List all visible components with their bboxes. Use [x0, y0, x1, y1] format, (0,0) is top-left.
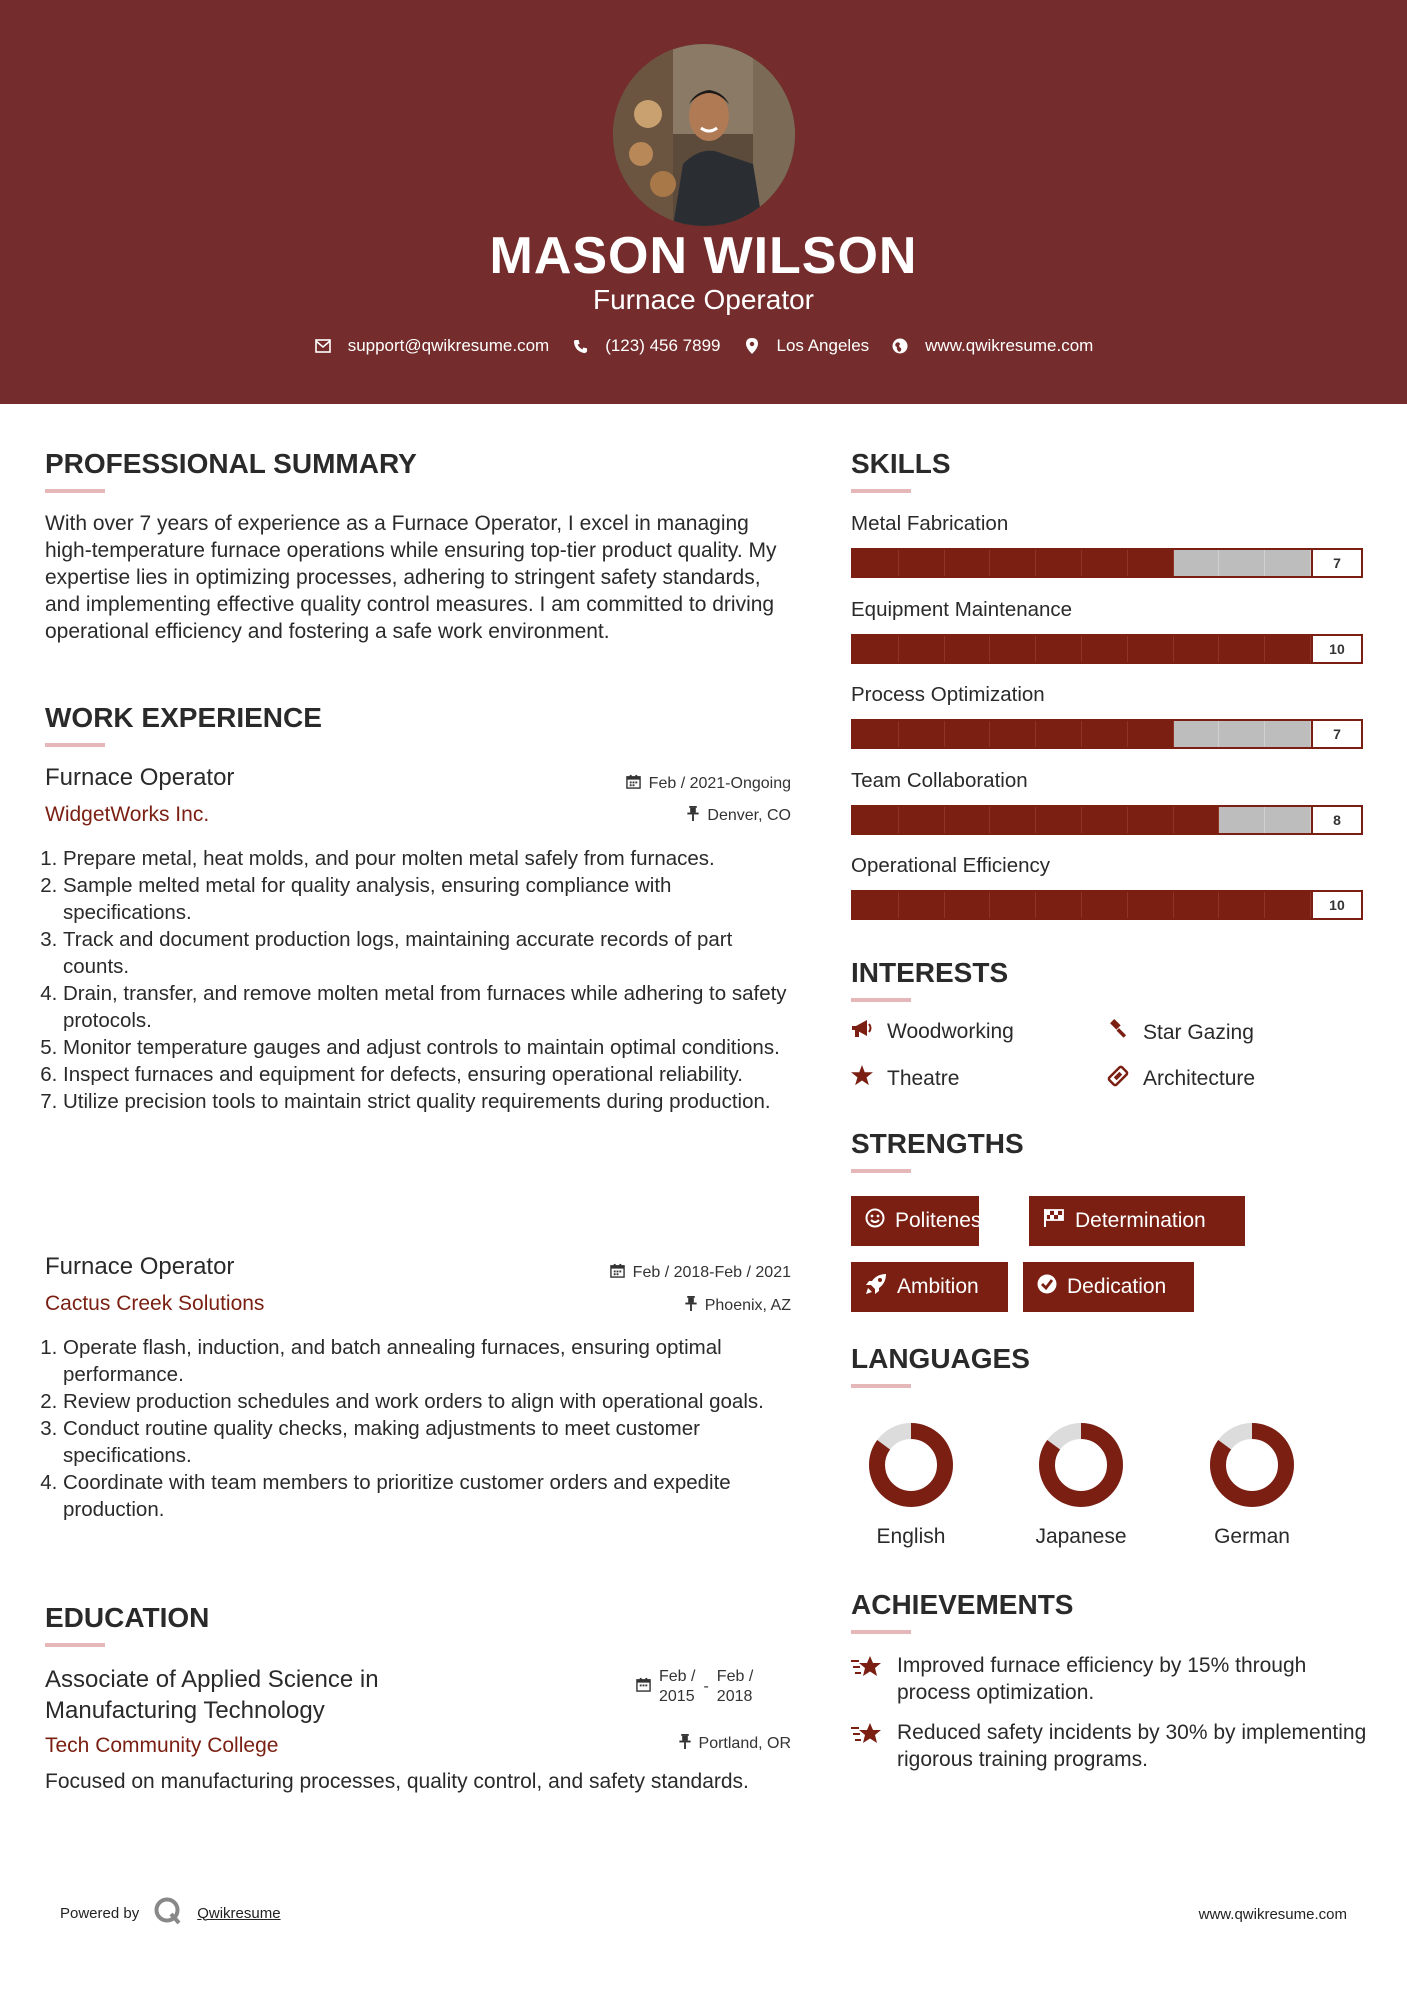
skill-value: 10	[1311, 892, 1361, 918]
skill-bar	[851, 890, 1363, 920]
job-location	[560, 806, 791, 826]
list-item: 3. Conduct routine quality checks, making adjustments to meet customer specifications.	[63, 1415, 797, 1469]
job-location	[560, 1296, 791, 1316]
interest-item	[851, 1019, 1014, 1045]
envelope-icon	[314, 337, 332, 355]
skill-segment	[1082, 721, 1128, 747]
list-item: 5. Monitor temperature gauges and adjust controls to maintain optimal conditions.	[63, 1034, 797, 1061]
date-part: 2015	[659, 1688, 695, 1705]
skill-segment	[1082, 807, 1128, 833]
summary-text: With over 7 years of experience as a Furnace Operator, I excel in managing high-temperature furnace operations while ensuring top-tier product quality. My expertise lies in optimizing processes, adhering to stringent safety standards, and implementing effective quality control measures. I am committed to driving operational efficiency and fostering a safe work environment.	[45, 512, 777, 643]
skill-segment	[945, 636, 991, 662]
language-label: Japanese	[1035, 1525, 1127, 1548]
education-heading: EDUCATION	[45, 1602, 210, 1633]
list-item: 2. Sample melted metal for quality analysis, ensuring compliance with specifications.	[63, 872, 797, 926]
job-location-text: Phoenix, AZ	[704, 1297, 791, 1314]
calendar-icon	[610, 1263, 625, 1283]
skill-segment	[1036, 721, 1082, 747]
skill-segment	[1219, 892, 1265, 918]
website-text[interactable]: www.qwikresume.com	[925, 336, 1094, 355]
skill-segment	[1128, 721, 1174, 747]
skill-segment	[1219, 550, 1265, 576]
phone-text[interactable]: (123) 456 7899	[605, 336, 721, 355]
achievement-text: Improved furnace efficiency by 15% through process optimization.	[897, 1654, 1307, 1704]
date-separator: -	[703, 1678, 709, 1695]
email-text[interactable]: support@qwikresume.com	[347, 336, 550, 355]
skill-segment	[899, 721, 945, 747]
globe-icon	[891, 337, 909, 355]
skill-segment	[1174, 892, 1220, 918]
contact-bar	[0, 336, 1407, 356]
skill-segment	[853, 550, 899, 576]
shooting-star-icon	[851, 1719, 883, 1773]
skill-label: Process Optimization	[851, 683, 1045, 706]
experience-underline	[45, 743, 105, 747]
list-item: 7. Utilize precision tools to maintain strict quality requirements during production.	[63, 1088, 797, 1115]
skill-segment	[899, 807, 945, 833]
skill-segment	[1128, 636, 1174, 662]
list-item: 4. Drain, transfer, and remove molten metal from furnaces while adhering to safety protocols.	[63, 980, 797, 1034]
summary-heading: PROFESSIONAL SUMMARY	[45, 448, 417, 479]
skill-label: Equipment Maintenance	[851, 597, 1073, 621]
skill-segment	[1219, 807, 1265, 833]
languages-heading: LANGUAGES	[851, 1343, 1030, 1374]
list-item: 1. Operate flash, induction, and batch annealing furnaces, ensuring optimal performance.	[63, 1334, 797, 1388]
strength-label: Dedication	[1067, 1275, 1167, 1298]
skill-segment	[1174, 807, 1220, 833]
skill-segment	[1036, 636, 1082, 662]
gavel-icon	[1107, 1019, 1129, 1047]
contact-location	[743, 336, 870, 356]
header-banner	[0, 0, 1407, 404]
interest-label: Star Gazing	[1143, 1021, 1254, 1044]
strength-badge	[851, 1262, 1008, 1312]
smile-icon	[865, 1208, 885, 1234]
skill-segment	[1265, 721, 1311, 747]
interest-label: Theatre	[887, 1066, 960, 1090]
skill-label: Metal Fabrication	[851, 512, 1009, 535]
skill-bar	[851, 719, 1363, 749]
skill-segment	[1036, 807, 1082, 833]
megaphone-icon	[851, 1019, 873, 1045]
skill-segment	[1219, 636, 1265, 662]
achievement-text: Reduced safety incidents by 30% by implementing rigorous training programs.	[897, 1721, 1367, 1771]
strength-label: Politeness	[895, 1209, 992, 1232]
date-part: 2018	[716, 1688, 753, 1705]
skill-value: 10	[1311, 636, 1361, 662]
powered-by-text: Powered by	[60, 1904, 140, 1922]
strengths-heading: STRENGTHS	[851, 1128, 1024, 1159]
calendar-icon	[626, 774, 641, 794]
skill-segment	[945, 721, 991, 747]
job-date	[560, 1263, 791, 1283]
list-item: 4. Coordinate with team members to prioritize customer orders and expedite production.	[63, 1469, 797, 1523]
interest-item	[851, 1065, 959, 1092]
interests-heading: INTERESTS	[851, 957, 1009, 988]
skill-label: Team Collaboration	[851, 768, 1028, 792]
job-date-text: Feb / 2018-Feb / 2021	[632, 1264, 791, 1281]
job-company: WidgetWorks Inc.	[45, 803, 210, 826]
skill-segment	[990, 721, 1036, 747]
language-label: English	[876, 1525, 946, 1548]
skill-segment	[945, 550, 991, 576]
date-start	[659, 1667, 695, 1707]
skill-value: 8	[1311, 807, 1361, 833]
skill-segment	[1082, 892, 1128, 918]
job-title: Furnace Operator	[45, 764, 235, 791]
list-item: 6. Inspect furnaces and equipment for defects, ensuring operational reliability.	[63, 1061, 797, 1088]
school-name: Tech Community College	[45, 1734, 279, 1757]
degree-line: Associate of Applied Science in	[45, 1666, 379, 1693]
shooting-star-icon	[851, 1652, 883, 1706]
job-bullets	[45, 845, 797, 1115]
education-location	[560, 1734, 791, 1754]
skill-segment	[1219, 721, 1265, 747]
strength-badge	[1023, 1262, 1194, 1312]
skill-bar	[851, 548, 1363, 578]
language-label: German	[1214, 1525, 1290, 1548]
contact-email[interactable]	[314, 336, 550, 356]
achievements-underline	[851, 1630, 911, 1634]
skill-segment	[1036, 550, 1082, 576]
achievement-item	[851, 1719, 1371, 1773]
skill-segment	[1174, 721, 1220, 747]
skill-segment	[853, 892, 899, 918]
skill-label: Operational Efficiency	[851, 854, 1051, 877]
list-item: 3. Track and document production logs, maintaining accurate records of part counts.	[63, 926, 797, 980]
interest-item	[1107, 1065, 1255, 1093]
skill-segment	[990, 892, 1036, 918]
skill-segment	[945, 892, 991, 918]
skill-segment	[899, 892, 945, 918]
skill-segment	[1036, 892, 1082, 918]
interest-label: Woodworking	[887, 1020, 1014, 1043]
list-item: 2. Review production schedules and work orders to align with operational goals.	[63, 1388, 797, 1415]
skill-segment	[990, 807, 1036, 833]
language-donut	[1031, 1415, 1131, 1520]
language-donut	[1202, 1415, 1302, 1520]
ticket-icon	[1107, 1065, 1129, 1093]
calendar-icon	[636, 1667, 651, 1707]
rocket-icon	[865, 1273, 887, 1301]
degree-line: Manufacturing Technology	[45, 1697, 325, 1724]
footer-branding	[60, 1896, 281, 1930]
language-donut	[861, 1415, 961, 1520]
interest-label: Architecture	[1143, 1067, 1256, 1090]
flag-checkered-icon	[1043, 1208, 1065, 1234]
education-underline	[45, 1643, 105, 1647]
skill-bar	[851, 634, 1363, 664]
list-item: 1. Prepare metal, heat molds, and pour molten metal safely from furnaces.	[63, 845, 797, 872]
skill-segment	[1265, 892, 1311, 918]
skill-segment	[1174, 550, 1220, 576]
avatar	[613, 44, 795, 226]
skill-bar	[851, 805, 1363, 835]
contact-website[interactable]	[891, 336, 1093, 356]
interest-item	[1107, 1019, 1254, 1047]
job-bullets	[45, 1334, 797, 1523]
skill-segment	[945, 807, 991, 833]
skill-segment	[899, 550, 945, 576]
education-location-text: Portland, OR	[698, 1735, 791, 1752]
skill-value: 7	[1311, 721, 1361, 747]
candidate-name: MASON WILSON	[489, 227, 918, 285]
pushpin-icon	[679, 1734, 691, 1754]
job-title: Furnace Operator	[45, 1253, 235, 1280]
pushpin-icon	[687, 806, 699, 826]
degree-title	[45, 1664, 379, 1726]
skill-segment	[1265, 807, 1311, 833]
map-pin-icon	[743, 337, 761, 355]
footer-site[interactable]: www.qwikresume.com	[1198, 1906, 1347, 1923]
education-date	[636, 1667, 753, 1707]
brand-link[interactable]: Qwikresume	[197, 1904, 281, 1922]
skill-segment	[1082, 550, 1128, 576]
skill-segment	[1265, 636, 1311, 662]
job-date	[560, 774, 791, 794]
achievements-heading: ACHIEVEMENTS	[851, 1589, 1074, 1620]
skill-segment	[853, 636, 899, 662]
contact-phone[interactable]	[571, 336, 720, 356]
strengths-underline	[851, 1169, 911, 1173]
pushpin-icon	[685, 1296, 697, 1316]
check-circle-icon	[1037, 1274, 1057, 1300]
strength-badge	[851, 1196, 992, 1246]
education-description: Focused on manufacturing processes, quality control, and safety standards.	[45, 1770, 749, 1793]
job-location-text: Denver, CO	[707, 807, 791, 824]
location-text: Los Angeles	[776, 336, 870, 355]
skill-value: 7	[1311, 550, 1361, 576]
languages-underline	[851, 1384, 911, 1388]
job-date-text: Feb / 2021-Ongoing	[648, 775, 791, 792]
date-part: Feb /	[659, 1668, 696, 1685]
achievement-item	[851, 1652, 1371, 1706]
skill-segment	[1128, 550, 1174, 576]
skills-underline	[851, 489, 911, 493]
skill-segment	[1082, 636, 1128, 662]
strength-badge	[1029, 1196, 1245, 1246]
strength-label: Ambition	[897, 1275, 979, 1298]
strength-label: Determination	[1075, 1209, 1206, 1232]
candidate-title: Furnace Operator	[593, 284, 814, 315]
skill-segment	[1128, 807, 1174, 833]
skill-segment	[1174, 636, 1220, 662]
job-company: Cactus Creek Solutions	[45, 1292, 265, 1315]
skill-segment	[853, 721, 899, 747]
experience-heading: WORK EXPERIENCE	[45, 702, 322, 733]
skill-segment	[853, 807, 899, 833]
summary-underline	[45, 489, 105, 493]
interests-underline	[851, 998, 911, 1002]
date-part: Feb /	[716, 1668, 754, 1685]
skill-segment	[990, 550, 1036, 576]
star-icon	[851, 1065, 873, 1092]
skill-segment	[1265, 550, 1311, 576]
date-end	[717, 1667, 753, 1707]
phone-icon	[571, 337, 589, 355]
qwikresume-logo-icon	[153, 1896, 183, 1930]
skills-heading: SKILLS	[851, 448, 951, 479]
skill-segment	[1128, 892, 1174, 918]
skill-segment	[990, 636, 1036, 662]
skill-segment	[899, 636, 945, 662]
